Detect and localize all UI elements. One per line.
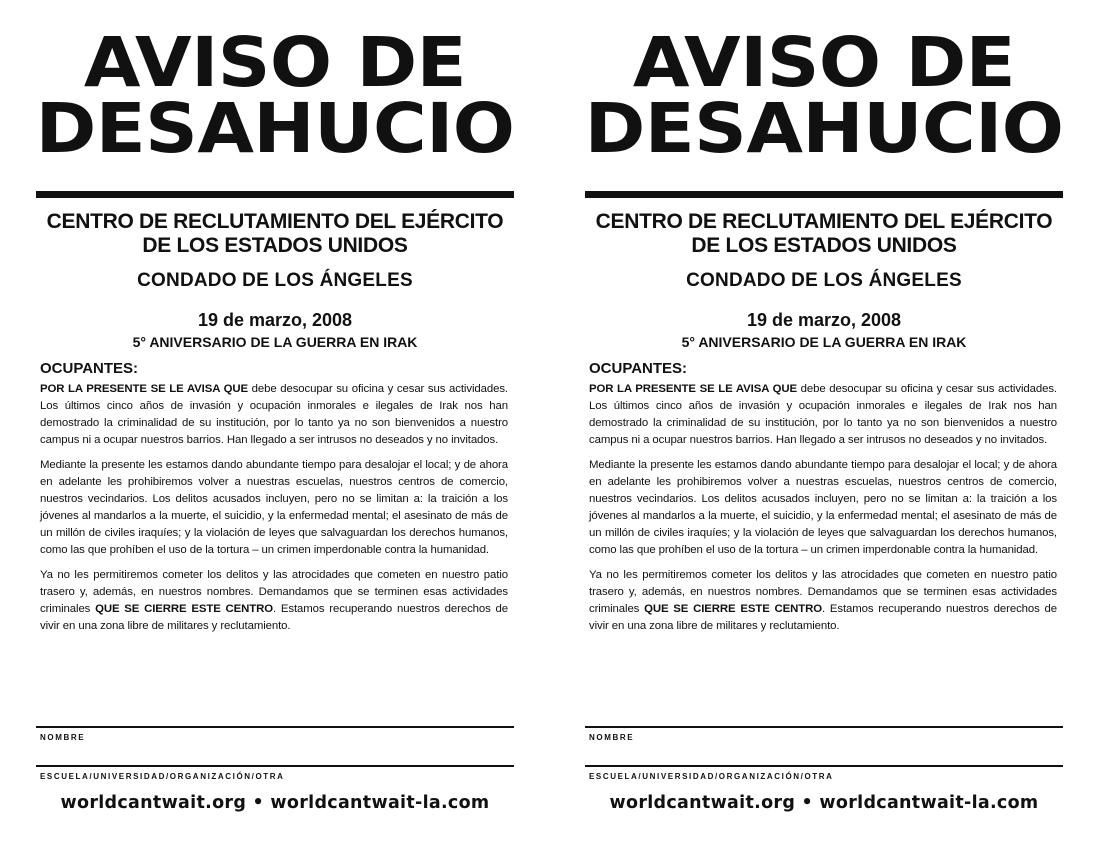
org-line-1: CENTRO DE RECLUTAMIENTO DEL EJÉRCITO: [46, 210, 504, 233]
p1-text: debe desocupar su oficina y cesar sus actividades. Los últimos cinco años de invasión y ocupación inmorales e ilegales de Irak nos han demostrado la criminalidad de su institución, por lo tanto ya no son bienvenidos a nuestro campus ni a ocupar nuestros barrios. Han llegado a ser intrusos no deseados y no invitados.: [589, 383, 1057, 446]
p3-bold: QUE SE CIERRE ESTE CENTRO: [644, 603, 822, 615]
p1-bold-lead: POR LA PRESENTE SE LE AVISA QUE: [40, 383, 248, 395]
p3-text-b: . Estamos recuperando nuestros derechos de vivir en una zona libre de militares y reclutamiento.: [589, 603, 1058, 632]
name-signature-line: [36, 726, 514, 728]
p3-text-a: Ya no les permitiremos cometer los delitos y las atrocidades que cometen en nuestro patio trasero y, además, en nuestros nombres. Demandamos que se terminen esas actividades criminales: [589, 569, 1057, 615]
title-divider: [36, 191, 514, 198]
county-name: CONDADO DE LOS ÁNGELES: [137, 270, 413, 291]
org-line-2: DE LOS ESTADOS UNIDOS: [142, 234, 408, 257]
p1-bold-lead: POR LA PRESENTE SE LE AVISA QUE: [589, 383, 797, 395]
paragraph-2: Mediante la presente les estamos dando abundante tiempo para desalojar el local; y de ahora en adelante les prohibiremos volver a nuestras escuelas, nuestros centros de comercio, nuestros vecindarios. Los delitos acusados incluyen, pero no se limitan a: la traición a los jóvenes al mandarlos a la muerte, el suicidio, y la enfermedad mental; el asesinato de más de un millón de civiles iraquíes; y la violación de leyes que salvaguardan los derechos humanos, como las que prohíben el uso de la tortura – un crimen imperdonable contra la humanidad.: [589, 459, 1057, 556]
title-line-2: DESAHUCIO: [35, 89, 515, 169]
school-field-label: ESCUELA/UNIVERSIDAD/ORGANIZACIÓN/OTRA: [589, 772, 834, 781]
title-line-1: AVISO DE: [632, 23, 1016, 103]
anniversary-line: 5° ANIVERSARIO DE LA GUERRA EN IRAK: [132, 334, 418, 350]
occupants-heading: OCUPANTES:: [40, 360, 139, 377]
county-name: CONDADO DE LOS ÁNGELES: [686, 270, 962, 291]
org-line-1: CENTRO DE RECLUTAMIENTO DEL EJÉRCITO: [595, 210, 1053, 233]
notice-title: [22, 23, 529, 169]
notice-date: 19 de marzo, 2008: [197, 310, 353, 330]
eviction-notice-flyer-right: [585, 0, 1063, 849]
title-divider: [585, 191, 1063, 198]
anniversary-line: 5° ANIVERSARIO DE LA GUERRA EN IRAK: [681, 334, 967, 350]
title-line-1: AVISO DE: [83, 23, 467, 103]
school-field-label: ESCUELA/UNIVERSIDAD/ORGANIZACIÓN/OTRA: [40, 772, 285, 781]
p3-bold: QUE SE CIERRE ESTE CENTRO: [95, 603, 273, 615]
paragraph-3: [40, 567, 508, 635]
organization-name: [585, 210, 1063, 258]
name-signature-line: [585, 726, 1063, 728]
paragraph-1: [40, 381, 508, 449]
paragraph-3: [589, 567, 1057, 635]
notice-title: [571, 23, 1078, 169]
p3-text-a: Ya no les permitiremos cometer los delitos y las atrocidades que cometen en nuestro patio trasero y, además, en nuestros nombres. Demandamos que se terminen esas actividades criminales: [40, 569, 508, 615]
org-line-2: DE LOS ESTADOS UNIDOS: [691, 234, 957, 257]
notice-body: [40, 381, 508, 643]
paragraph-2: Mediante la presente les estamos dando abundante tiempo para desalojar el local; y de ahora en adelante les prohibiremos volver a nuestras escuelas, nuestros centros de comercio, nuestros vecindarios. Los delitos acusados incluyen, pero no se limitan a: la traición a los jóvenes al mandarlos a la muerte, el suicidio, y la enfermedad mental; el asesinato de más de un millón de civiles iraquíes; y la violación de leyes que salvaguardan los derechos humanos, como las que prohíben el uso de la tortura – un crimen imperdonable contra la humanidad.: [40, 459, 508, 556]
p3-text-b: . Estamos recuperando nuestros derechos de vivir en una zona libre de militares y reclutamiento.: [40, 603, 509, 632]
name-field-label: NOMBRE: [40, 733, 86, 742]
occupants-heading: OCUPANTES:: [589, 360, 688, 377]
footer-urls: worldcantwait.org • worldcantwait-la.com: [609, 793, 1039, 813]
title-line-2: DESAHUCIO: [584, 89, 1064, 169]
footer-urls: worldcantwait.org • worldcantwait-la.com: [60, 793, 490, 813]
eviction-notice-flyer-left: [36, 0, 514, 849]
organization-name: [36, 210, 514, 258]
paragraph-1: [589, 381, 1057, 449]
notice-body: [589, 381, 1057, 643]
school-signature-line: [585, 765, 1063, 767]
name-field-label: NOMBRE: [589, 733, 635, 742]
p1-text: debe desocupar su oficina y cesar sus actividades. Los últimos cinco años de invasión y ocupación inmorales e ilegales de Irak nos han demostrado la criminalidad de su institución, por lo tanto ya no son bienvenidos a nuestro campus ni a ocupar nuestros barrios. Han llegado a ser intrusos no deseados y no invitados.: [40, 383, 508, 446]
school-signature-line: [36, 765, 514, 767]
notice-date: 19 de marzo, 2008: [746, 310, 902, 330]
